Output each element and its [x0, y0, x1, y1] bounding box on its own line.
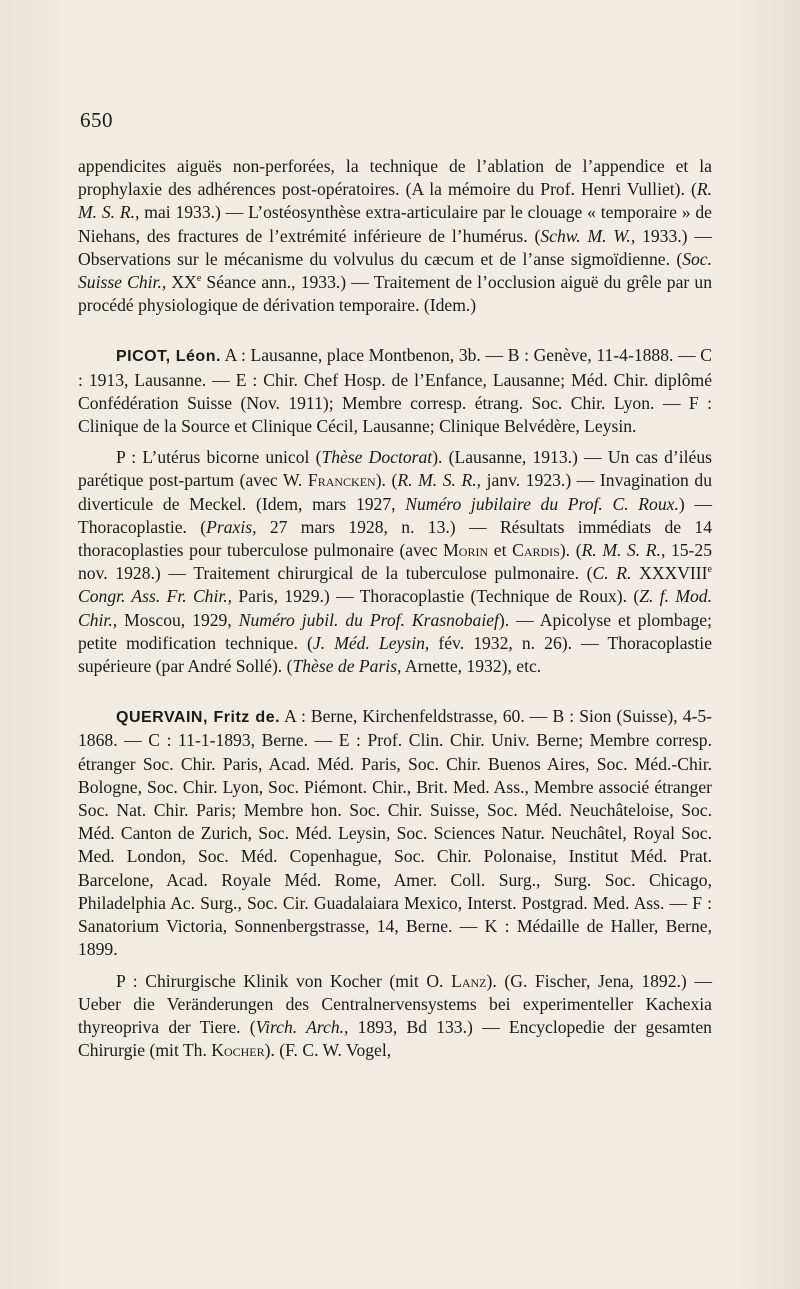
entry-picot	[78, 344, 712, 678]
entry-bio: PICOT, Léon. A : Lausanne, place Montbenon, 3b. — B : Genève, 11-4-1888. — C : 1913, Lausanne. — E : Chir. Chef Hosp. de l’Enfance, Lausanne; Méd. Chir. diplômé Confédération Suisse (Nov. 1911); Membre corresp. étrang. Soc. Chir. Lyon. — F : Clinique de la Source et Clinique Cécil, Lausanne; Clinique Belvédère, Leysin.	[78, 345, 713, 437]
page-body	[78, 155, 712, 1062]
entry-bio: QUERVAIN, Fritz de. A : Berne, Kirchenfeldstrasse, 60. — B : Sion (Suisse), 4-5-1868. — C : 11-1-1893, Berne. — E : Prof. Clin. Chir. Univ. Berne; Membre corresp. étranger Soc. Chir. Paris, Acad. Méd. Paris, Soc. Chir. Buenos Aires, Soc. Méd.-Chir. Bologne, Soc. Chir. Lyon, Soc. Piémont. Chir., Brit. Med. Ass., Membre associé étranger Soc. Nat. Chir. Paris; Membre hon. Soc. Chir. Suisse, Soc. Méd. Neuchâteloise, Soc. Méd. Canton de Zurich, Soc. Méd. Leysin, Soc. Sciences Natur. Neuchâtel, Royal Soc. Med. London, Soc. Méd. Copenhague, Soc. Chir. Polonaise, Institut Méd. Prat. Barcelone, Acad. Royale Méd. Rome, Amer. Coll. Surg., Surg. Soc. Chicago, Philadelphia Ac. Surg., Soc. Cir. Guadalaiara Mexico, Interst. Postgrad. Med. Ass. — F : Sanatorium Victoria, Sonnenbergstrasse, 14, Berne. — K : Médaille de Haller, Berne, 1899.	[78, 706, 713, 960]
entry-name: PICOT, Léon.	[116, 348, 221, 366]
intro-paragraph: appendicites aiguës non-perforées, la technique de l’ablation de l’appendice et la prophylaxie des adhérences post-opératoires. (A la mémoire du Prof. Henri Vulliet). (R. M. S. R., mai 1933.) — L’ostéosynthèse extra-articulaire par le clouage « temporaire » de Niehans, des fractures de l’extrémité inférieure de l’humérus. (Schw. M. W., 1933.) — Observations sur le mécanisme du volvulus du cæcum et de l’anse sigmoïdienne. (Soc. Suisse Chir., XXe Séance ann., 1933.) — Traitement de l’occlusion aiguë du grêle par un procédé physiologique de dérivation temporaire. (Idem.)	[78, 156, 712, 316]
page-number: 650	[80, 108, 113, 132]
entry-quervain	[78, 705, 712, 1062]
entry-publications: P : L’utérus bicorne unicol (Thèse Doctorat). (Lausanne, 1913.) — Un cas d’iléus parétique post-partum (avec W. Francken). (R. M. S. R., janv. 1923.) — Invagination du diverticule de Meckel. (Idem, mars 1927, Numéro jubilaire du Prof. C. Roux.) — Thoracoplastie. (Praxis, 27 mars 1928, n. 13.) — Résultats immédiats de 14 thoracoplasties pour tuberculose pulmonaire (avec Morin et Cardis). (R. M. S. R., 15-25 nov. 1928.) — Traitement chirurgical de la tuberculose pulmonaire. (C. R. XXXVIIIe Congr. Ass. Fr. Chir., Paris, 1929.) — Thoracoplastie (Technique de Roux). (Z. f. Mod. Chir., Moscou, 1929, Numéro jubil. du Prof. Krasnobaief). — Apicolyse et plombage; petite modification technique. (J. Méd. Leysin, fév. 1932, n. 26). — Thoracoplastie supérieure (par André Sollé). (Thèse de Paris, Arnette, 1932), etc.	[78, 447, 713, 677]
entry-publications: P : Chirurgische Klinik von Kocher (mit O. Lanz). (G. Fischer, Jena, 1892.) — Ueber die Veränderungen des Centralnervensystems bei experimenteller Kachexia thyreopriva der Tiere. (Virch. Arch., 1893, Bd 133.) — Encyclopedie der gesamten Chirurgie (mit Th. Kocher). (F. C. W. Vogel,	[78, 970, 712, 1061]
entry-name: QUERVAIN, Fritz de.	[116, 709, 281, 727]
